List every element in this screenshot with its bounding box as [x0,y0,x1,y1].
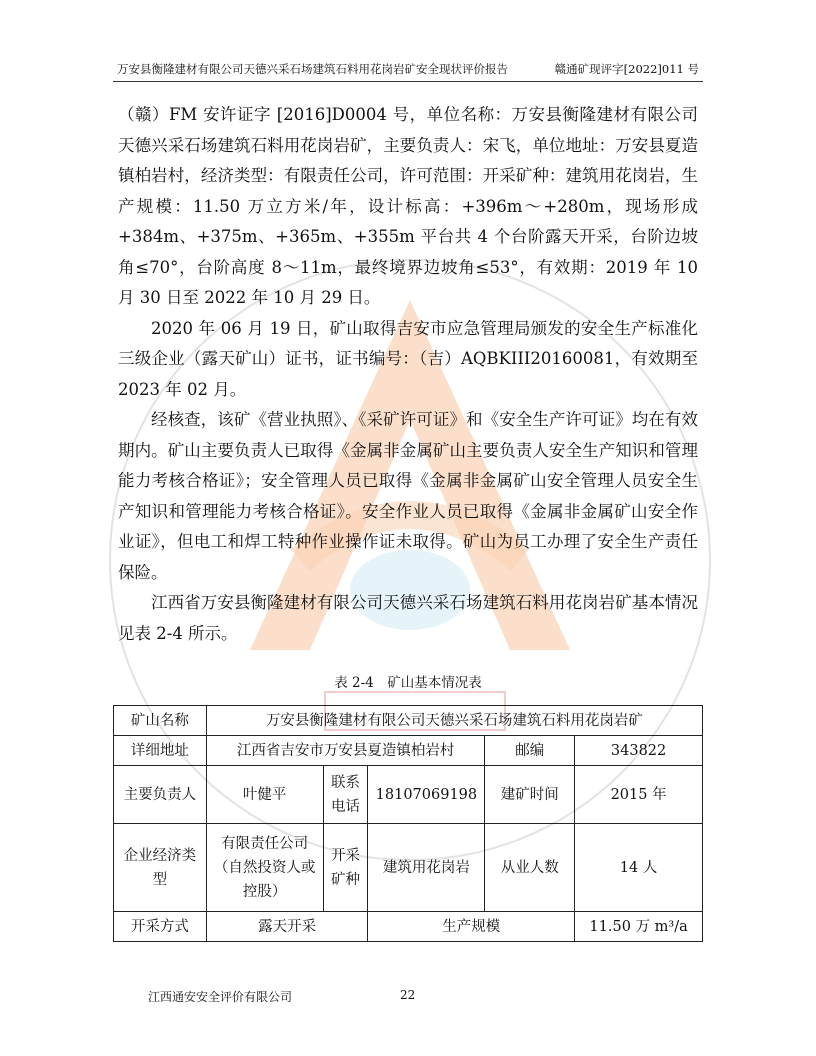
header-report-title: 万安县衡隆建材有限公司天德兴采石场建筑石料用花岗岩矿安全现状评价报告 [117,62,508,76]
principal-value: 叶健平 [206,766,323,824]
footer-page-number: 22 [400,988,416,1002]
employees-label: 从业人数 [485,824,575,912]
paragraph-verification: 经核查，该矿《营业执照》、《采矿许可证》和《安全生产许可证》均在有效期内。矿山主要负责人已取得《金属非金属矿山主要负责人安全生产知识和管理能力考核合格证》；安全管理人员已取得《金属非金属矿山安全管理人员安全生产知识和管理能力考核合格证》。安全作业人员已取得《金属非金属矿山安全作业证》，但电工和焊工特种作业操作证未取得。矿山为员工办理了安全生产责任保险。 [118,410,698,582]
table-row [114,706,703,736]
principal-label: 主要负责人 [114,766,207,824]
econ-type-value: 有限责任公司（自然投资人或控股） [206,824,323,912]
paragraph-standardization: 2020 年 06 月 19 日，矿山取得吉安市应急管理局颁发的安全生产标准化三级企业（露天矿山）证书，证书编号：（吉）AQBKIII20160081，有效期至 2023 年 02 月。 [118,318,698,399]
scale-label: 生产规模 [368,912,575,942]
method-label: 开采方式 [114,912,207,942]
table-caption: 表 2-4 矿山基本情况表 [334,675,482,691]
header-report-number: 赣通矿现评字[2022]011 号 [554,62,699,76]
postcode-label: 邮编 [485,736,575,766]
body-text [118,100,698,649]
method-value: 露天开采 [206,912,368,942]
founded-label: 建矿时间 [485,766,575,824]
phone-label: 联系电话 [323,766,368,824]
postcode-value: 343822 [575,736,703,766]
founded-value: 2015 年 [575,766,703,824]
table-row [114,736,703,766]
mine-name-label: 矿山名称 [114,706,207,736]
mineral-label: 开采矿种 [323,824,368,912]
table-row [114,766,703,824]
mine-info-table [113,705,703,942]
phone-value: 18107069198 [368,766,485,824]
paragraph-table-intro: 江西省万安县衡隆建材有限公司天德兴采石场建筑石料用花岗岩矿基本情况见表 2-4 所示。 [118,593,698,643]
scale-value: 11.50 万 m³/a [575,912,703,942]
footer-company: 江西通安安全评价有限公司 [148,990,293,1004]
address-label: 详细地址 [114,736,207,766]
table-row [114,912,703,942]
mineral-value: 建筑用花岗岩 [368,824,485,912]
address-value: 江西省吉安市万安县夏造镇柏岩村 [206,736,485,766]
mine-name-value: 万安县衡隆建材有限公司天德兴采石场建筑石料用花岗岩矿 [206,706,702,736]
econ-type-label: 企业经济类型 [114,824,207,912]
table-row [114,824,703,912]
page-header [113,57,703,82]
paragraph-license: （赣）FM 安许证字 [2016]D0004 号，单位名称：万安县衡隆建材有限公司天德兴采石场建筑石料用花岗岩矿，主要负责人：宋飞，单位地址：万安县夏造镇柏岩村，经济类型：有限责任公司，许可范围：开采矿种：建筑用花岗岩，生产规模：11.50 万立方米/年，设计标高：+396m～+280m，现场形成+384m、+375m、+365m、+355m 平台共 4 个台阶露天开采，台阶边坡角≤70°，台阶高度 8～11m，最终境界边坡角≤53°，有效期：2019 年 10 月 30 日至 2022 年 10 月 29 日。 [118,105,698,307]
employees-value: 14 人 [575,824,703,912]
